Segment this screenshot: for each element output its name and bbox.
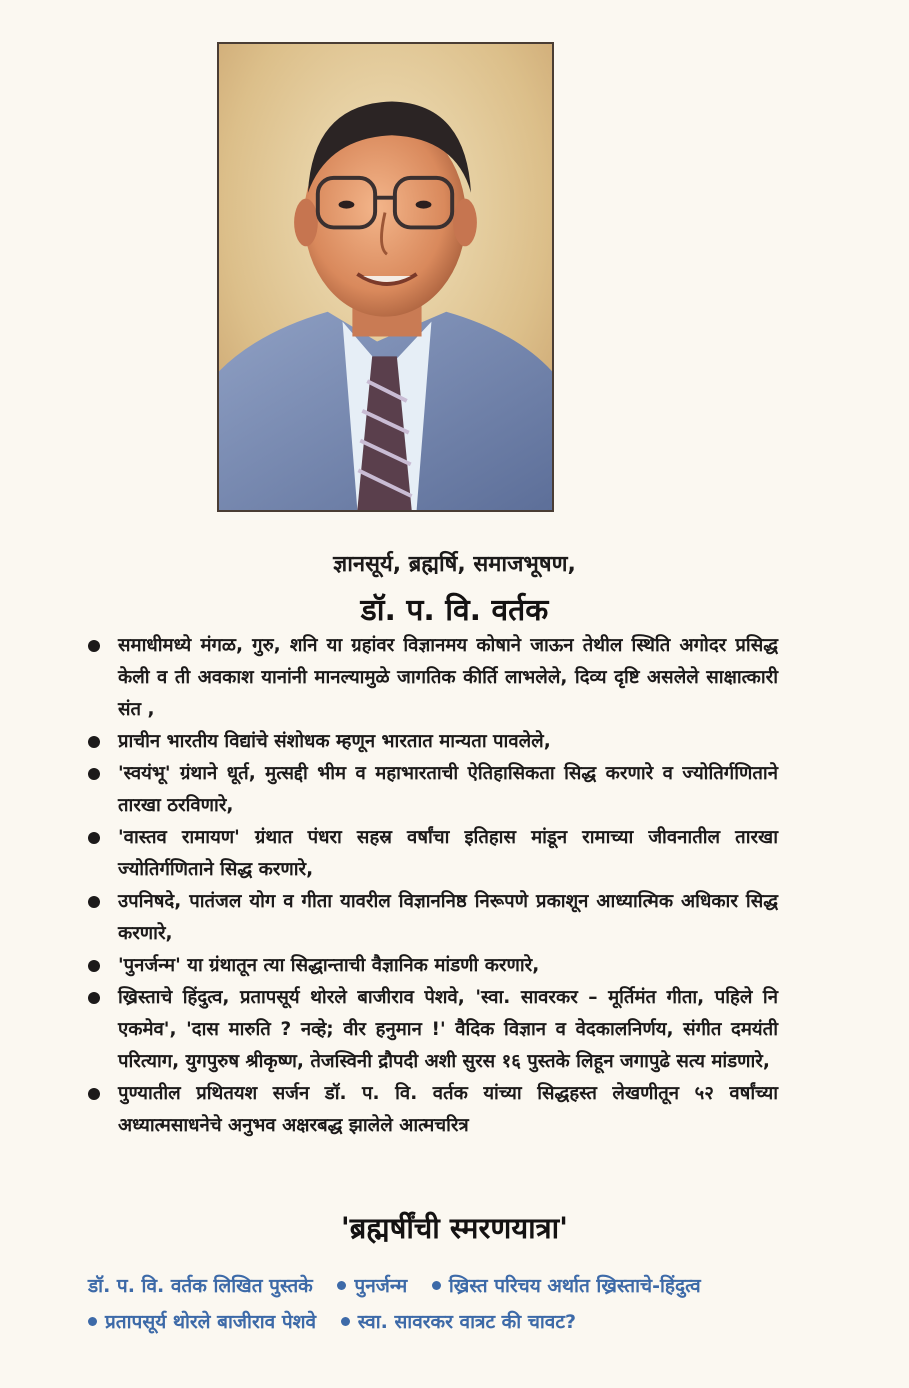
portrait-photo: [217, 42, 554, 512]
bullet-icon: [88, 960, 100, 972]
bullet-icon: [88, 1088, 100, 1100]
bullet-icon: [88, 768, 100, 780]
list-item: [88, 950, 778, 982]
book-item: ख्रिस्त परिचय अर्थात ख्रिस्ताचे-हिंदुत्व: [448, 1275, 701, 1297]
books-row: [88, 1268, 878, 1304]
bullet-icon: [341, 1317, 350, 1326]
book-item: पुनर्जन्म: [354, 1275, 408, 1297]
list-item: [88, 726, 778, 758]
portrait-illustration: [219, 44, 552, 510]
list-item: [88, 630, 778, 726]
list-item-text: ख्रिस्ताचे हिंदुत्व, प्रतापसूर्य थोरले बाजीराव पेशवे, 'स्वा. सावरकर – मूर्तिमंत गीता, पहिले नि एकमेव', 'दास मारुति ? नव्हे; वीर हनुमान !' वैदिक विज्ञान व वेदकालनिर्णय, संगीत दमयंती परित्याग, युगपुरुष श्रीकृष्ण, तेजस्विनी द्रौपदी अशी सुरस १६ पुस्तके लिहून जगापुढे सत्य मांडणारे,: [118, 987, 778, 1072]
book-item: प्रतापसूर्य थोरले बाजीराव पेशवे: [105, 1311, 317, 1333]
bullet-icon: [432, 1281, 441, 1290]
list-item: [88, 822, 778, 886]
list-item: [88, 758, 778, 822]
bullet-icon: [88, 640, 100, 652]
bullet-icon: [88, 736, 100, 748]
books-heading: डॉ. प. वि. वर्तक लिखित पुस्तके: [88, 1275, 313, 1297]
list-item-text: उपनिषदे, पातंजल योग व गीता यावरील विज्ञाननिष्ठ निरूपणे प्रकाशून आध्यात्मिक अधिकार सिद्ध करणारे,: [118, 891, 778, 944]
list-item-text: प्राचीन भारतीय विद्यांचे संशोधक म्हणून भारतात मान्यता पावलेले,: [118, 731, 551, 752]
bullet-icon: [88, 992, 100, 1004]
list-item: [88, 886, 778, 950]
achievements-list: [88, 630, 778, 1142]
list-item: [88, 1078, 778, 1142]
bullet-icon: [88, 832, 100, 844]
bullet-icon: [337, 1281, 346, 1290]
list-item: [88, 982, 778, 1078]
list-item-text: पुण्यातील प्रथितयश सर्जन डॉ. प. वि. वर्तक यांच्या सिद्धहस्त लेखणीतून ५२ वर्षांच्या अध्यात्मसाधनेचे अनुभव अक्षरबद्ध झालेले आत्मचरित्र: [118, 1083, 778, 1136]
books-row: [88, 1304, 878, 1340]
bullet-icon: [88, 896, 100, 908]
autobiography-title: 'ब्रह्मर्षींची स्मरणयात्रा': [340, 1211, 569, 1245]
list-item-text: 'पुनर्जन्म' या ग्रंथातून त्या सिद्धान्ताची वैज्ञानिक मांडणी करणारे,: [118, 955, 540, 976]
books-list: [88, 1268, 878, 1340]
list-item-text: समाधीमध्ये मंगळ, गुरु, शनि या ग्रहांवर विज्ञानमय कोषाने जाऊन तेथील स्थिति अगोदर प्रसिद्ध केली व ती अवकाश यानांनी मानल्यामुळे जागतिक कीर्ति लाभलेले, दिव्य दृष्टि असलेले साक्षात्कारी संत ,: [118, 635, 778, 720]
author-name: डॉ. प. वि. वर्तक: [360, 593, 549, 628]
author-epithets: ज्ञानसूर्य, ब्रह्मर्षि, समाजभूषण,: [333, 552, 576, 577]
bullet-icon: [88, 1317, 97, 1326]
list-item-text: 'स्वयंभू' ग्रंथाने धूर्त, मुत्सद्दी भीम व महाभारताची ऐतिहासिकता सिद्ध करणारे व ज्योतिर्गणिताने तारखा ठरविणारे,: [118, 763, 778, 816]
book-item: स्वा. सावरकर वात्रट की चावट?: [357, 1311, 576, 1333]
list-item-text: 'वास्तव रामायण' ग्रंथात पंधरा सहस्र वर्षांचा इतिहास मांडून रामाच्या जीवनातील तारखा ज्योतिर्गणिताने सिद्ध करणारे,: [118, 827, 778, 880]
